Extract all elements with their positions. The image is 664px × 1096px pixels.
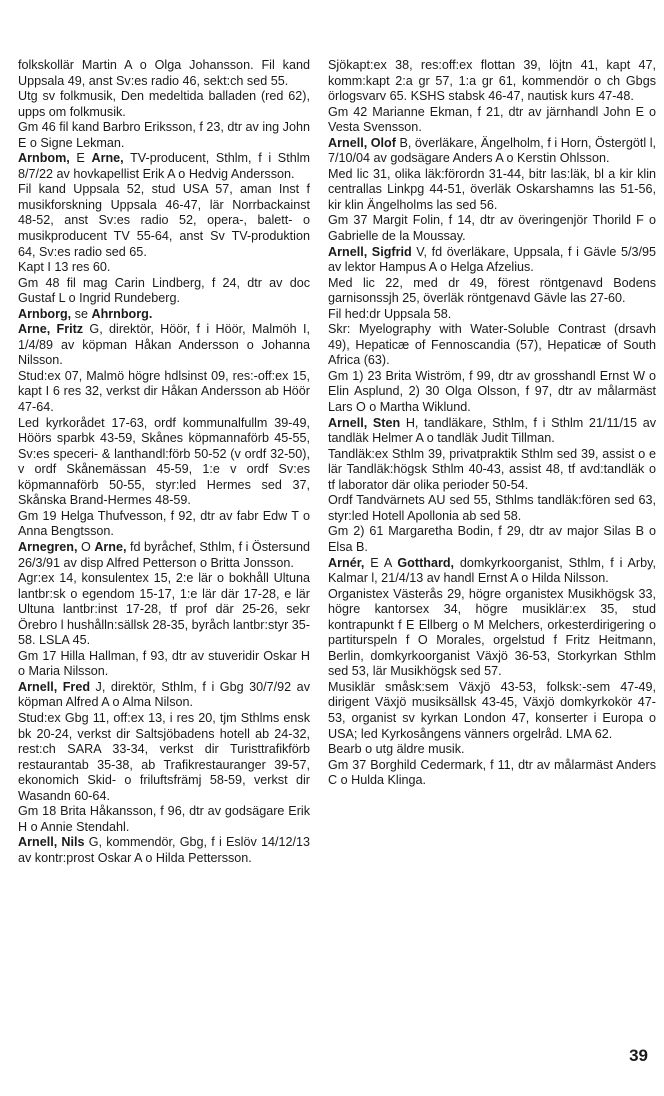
text-paragraph <box>18 322 310 369</box>
text-paragraph <box>328 587 656 680</box>
text-paragraph <box>328 136 656 167</box>
entry-given-name: Arne, <box>94 539 127 554</box>
paragraph-text: Med lic 31, olika läk:förordn 31-44, bitr las:läk, bl a kir klin centrallas Linkpg 44-51, överläk Oskarshamns las 51-56, kir klin Ängelholms las sed 56. <box>328 166 656 212</box>
text-paragraph <box>18 151 310 182</box>
paragraph-text: Stud:ex 07, Malmö högre hdlsinst 09, res:-off:ex 15, kapt I 6 res 32, verkst dir Håkan Andersson ab Höör 47-64. <box>18 368 310 415</box>
entry-initials: E A <box>364 555 398 570</box>
paragraph-text: V, fd överläkare, Uppsala, f i Gävle 5/3/95 av lektor Hampus A o Helga Afzelius. <box>328 244 656 275</box>
text-paragraph <box>328 58 656 105</box>
entry-name: Arne, Fritz <box>18 322 84 337</box>
paragraph-text: Organistex Västerås 29, högre organistex Musikhögsk 33, högre kantorsex 34, högre musiklär:ex 35, stud kontrapunkt f E Ellberg o M Melchers, orkesterdirigering o partiturspeln f O Morales, orgelstud f Fritz Heitmann, Berlin, domkyrkoorganist Växjö 36-53, Storkyrkan Sthlm sed 53, lär Musikhögsk sed 57. <box>328 586 656 679</box>
paragraph-text: Fil kand Uppsala 52, stud USA 57, aman Inst f musikforskning Uppsala 46-47, lär Norrbackainst 48-52, anst Sv:es radio 52, opera-, balett- o musikproducent TV 55-64, anst Sv TV-produktion 64, Sv:es radio sed 65. <box>18 182 310 259</box>
text-paragraph <box>328 369 656 416</box>
paragraph-text: B, överläkare, Ängelholm, f i Horn, Östergötl l, 7/10/04 av godsägare Anders A o Kerstin Ohlsson. <box>328 135 656 166</box>
entry-given-name: Arne, <box>91 151 124 166</box>
text-paragraph <box>328 524 656 555</box>
entry-name: Arnell, Olof <box>328 135 396 150</box>
paragraph-text: Skr: Myelography with Water-Soluble Contrast (drsavh 49), Hepaticæ of Fennoscandia (57), Hepaticæ of South Africa (63). <box>328 322 656 368</box>
entry-given-name: Gotthard, <box>397 555 455 570</box>
text-paragraph <box>18 307 310 323</box>
paragraph-text: Gm 17 Hilla Hallman, f 93, dtr av stuveridir Oskar H o Maria Nilsson. <box>18 648 310 679</box>
paragraph-text: Gm 1) 23 Brita Wiström, f 99, dtr av grosshandl Ernst W o Elin Asplund, 2) 30 Olga Olsson, f 97, dtr av målarmäst Lars O o Martha Wiklund. <box>328 368 656 415</box>
text-paragraph <box>18 835 310 866</box>
text-paragraph <box>18 260 310 276</box>
text-paragraph <box>328 245 656 276</box>
text-paragraph <box>328 742 656 758</box>
text-paragraph <box>328 213 656 244</box>
paragraph-text: se <box>71 306 92 321</box>
text-paragraph <box>328 276 656 307</box>
text-paragraph <box>18 649 310 680</box>
paragraph-text: Gm 48 fil mag Carin Lindberg, f 24, dtr av doc Gustaf L o Ingrid Rundeberg. <box>18 275 310 306</box>
text-paragraph <box>328 416 656 447</box>
text-paragraph <box>328 447 656 494</box>
text-paragraph <box>18 416 310 509</box>
entry-name-cross-ref: Ahrnborg. <box>91 306 153 321</box>
paragraph-text: Kapt I 13 res 60. <box>18 260 111 275</box>
paragraph-text: Gm 42 Marianne Ekman, f 21, dtr av järnhandl John E o Vesta Svensson. <box>328 104 656 135</box>
left-column <box>18 58 310 866</box>
paragraph-text: Stud:ex Gbg 11, off:ex 13, i res 20, tjm Sthlms ensk bk 20-24, verkst dir Saltsjöbadens hotell ab 24-32, rest:ch SARA 33-34, verkst dir Turisttrafikförb restaurantab 35-38, ab Trafikrestauranger 39-57, ekonomich Skid- o friluftsfrämj 58-59, verkst dir Wasandn 60-64. <box>18 710 310 803</box>
entry-name: Arnbom, <box>18 151 70 166</box>
paragraph-text: Fil hed:dr Uppsala 58. <box>328 306 452 321</box>
text-paragraph <box>18 571 310 649</box>
paragraph-text: Led kyrkorådet 17-63, ordf kommunalfullm 39-49, Höörs sparbk 43-59, Skånes köpmannaförb 45-55, Sv:es speceri- & lanthandl:förb 50-52 (v ordf 32-50), v ordf Skånemässan 45-59, 1:e v ordf Sv:es köpmannaförb 50-55, styr:led Hermes sed 37, Skånska Brand-Hermes 48-59. <box>18 415 310 508</box>
paragraph-text: Med lic 22, med dr 49, förest röntgenavd Bodens garnisonssjh 25, överläk röntgenavd Gävle las 27-60. <box>328 275 656 306</box>
page-number: 39 <box>629 1046 648 1065</box>
paragraph-text: G, kommendör, Gbg, f i Eslöv 14/12/13 av kontr:prost Oskar A o Hilda Pettersson. <box>18 835 310 865</box>
text-paragraph <box>18 369 310 416</box>
text-paragraph <box>18 182 310 260</box>
paragraph-text: Sjökapt:ex 38, res:off:ex flottan 39, löjtn 41, kapt 47, komm:kapt 2:a gr 57, 1:a gr 61, kommendör o ch Gbgs örlogsvarv 65. KSHS stabsk 46-47, nautisk kurs 47-48. <box>328 58 656 104</box>
entry-initials: E <box>69 151 92 166</box>
text-paragraph <box>328 105 656 136</box>
text-paragraph <box>18 711 310 804</box>
text-paragraph <box>328 322 656 369</box>
paragraph-text: Gm 19 Helga Thufvesson, f 92, dtr av fabr Edw T o Anna Bengtsson. <box>18 508 310 539</box>
paragraph-text: G, direktör, Höör, f i Höör, Malmöh I, 1/4/89 av köpman Håkan Andersson o Johanna Nilsson. <box>18 322 310 368</box>
entry-name: Arnborg, <box>18 306 72 321</box>
paragraph-text: Gm 37 Borghild Cedermark, f 11, dtr av målarmäst Anders C o Hulda Klinga. <box>328 757 656 788</box>
text-paragraph <box>18 120 310 151</box>
text-paragraph <box>18 540 310 571</box>
paragraph-text: Gm 37 Margit Folin, f 14, dtr av överingenjör Thorild F o Gabrielle de la Moussay. <box>328 213 656 244</box>
right-column <box>328 58 656 789</box>
text-paragraph <box>328 556 656 587</box>
text-paragraph <box>328 167 656 214</box>
entry-name: Arnell, Sten <box>328 415 401 430</box>
paragraph-text: fd byråchef, Sthlm, f i Östersund 26/3/91 av disp Alfred Petterson o Britta Jonsson. <box>18 539 310 570</box>
paragraph-text: Utg sv folkmusik, Den medeltida balladen (red 62), upps om folkmusik. <box>18 89 310 119</box>
paragraph-text: Gm 46 fil kand Barbro Eriksson, f 23, dtr av ing John E o Signe Lekman. <box>18 120 310 150</box>
paragraph-text: Gm 18 Brita Håkansson, f 96, dtr av godsägare Erik H o Annie Stendahl. <box>18 804 310 834</box>
paragraph-text: Gm 2) 61 Margaretha Bodin, f 29, dtr av major Silas B o Elsa B. <box>328 524 656 554</box>
entry-name: Arnell, Nils <box>18 835 85 850</box>
text-paragraph <box>18 89 310 120</box>
paragraph-text: H, tandläkare, Sthlm, f i Sthlm 21/11/15 av tandläk Helmer A o tandläk Judit Tillman. <box>328 415 656 446</box>
text-paragraph <box>328 758 656 789</box>
entry-initials: O <box>77 539 95 554</box>
entry-name: Arnér, <box>328 555 365 570</box>
paragraph-text: Musiklär småsk:sem Växjö 43-53, folksk:-sem 47-49, dirigent Växjö musiksällsk 43-45, Växjö domkyrkokör 47-53, organist sv kyrkan London 47, konserter i Europa o USA; led Kyrkosångens vänners orgelråd. LMA 62. <box>328 679 656 741</box>
paragraph-text: Ordf Tandvärnets AU sed 55, Sthlms tandläk:fören sed 63, styr:led Hotell Apollonia ab sed 58. <box>328 493 656 523</box>
paragraph-text: folkskollär Martin A o Olga Johansson. Fil kand Uppsala 49, anst Sv:es radio 46, sekt:ch sed 55. <box>18 58 310 88</box>
entry-name: Arnell, Sigfrid <box>328 244 412 259</box>
paragraph-text: Agr:ex 14, konsulentex 15, 2:e lär o bokhåll Ultuna lantbr:sk o egendom 15-17, 1:e lär där 17-28, e lär Ultuna lantbr:inst 17-28, tf prof där 25-26, sekr Örebro l hushålln:sällsk 28-35, byråch lantbr:styr 35-58. LSLA 45. <box>18 571 310 648</box>
entry-name: Arnegren, <box>18 539 78 554</box>
text-paragraph <box>18 804 310 835</box>
text-paragraph <box>18 58 310 89</box>
text-paragraph <box>328 493 656 524</box>
paragraph-text: TV-producent, Sthlm, f i Sthlm 8/7/22 av hovkapellist Erik A o Hedvig Andersson. <box>18 151 310 181</box>
text-paragraph <box>18 509 310 540</box>
paragraph-text: Bearb o utg äldre musik. <box>328 742 465 757</box>
entry-name: Arnell, Fred <box>18 679 91 694</box>
paragraph-text: J, direktör, Sthlm, f i Gbg 30/7/92 av köpman Alfred A o Alma Nilson. <box>18 679 310 710</box>
text-paragraph <box>18 680 310 711</box>
paragraph-text: domkyrkoorganist, Sthlm, f i Arby, Kalmar l, 21/4/13 av handl Ernst A o Hilda Nilsson. <box>328 555 656 586</box>
text-paragraph <box>328 307 656 323</box>
text-paragraph <box>328 680 656 742</box>
text-paragraph <box>18 276 310 307</box>
paragraph-text: Tandläk:ex Sthlm 39, privatpraktik Sthlm sed 39, assist o e lär Tandläk:högsk Sthlm 40-43, assist 48, tf avd:tandläk o tf laborator där olika perioder 50-54. <box>328 446 656 492</box>
